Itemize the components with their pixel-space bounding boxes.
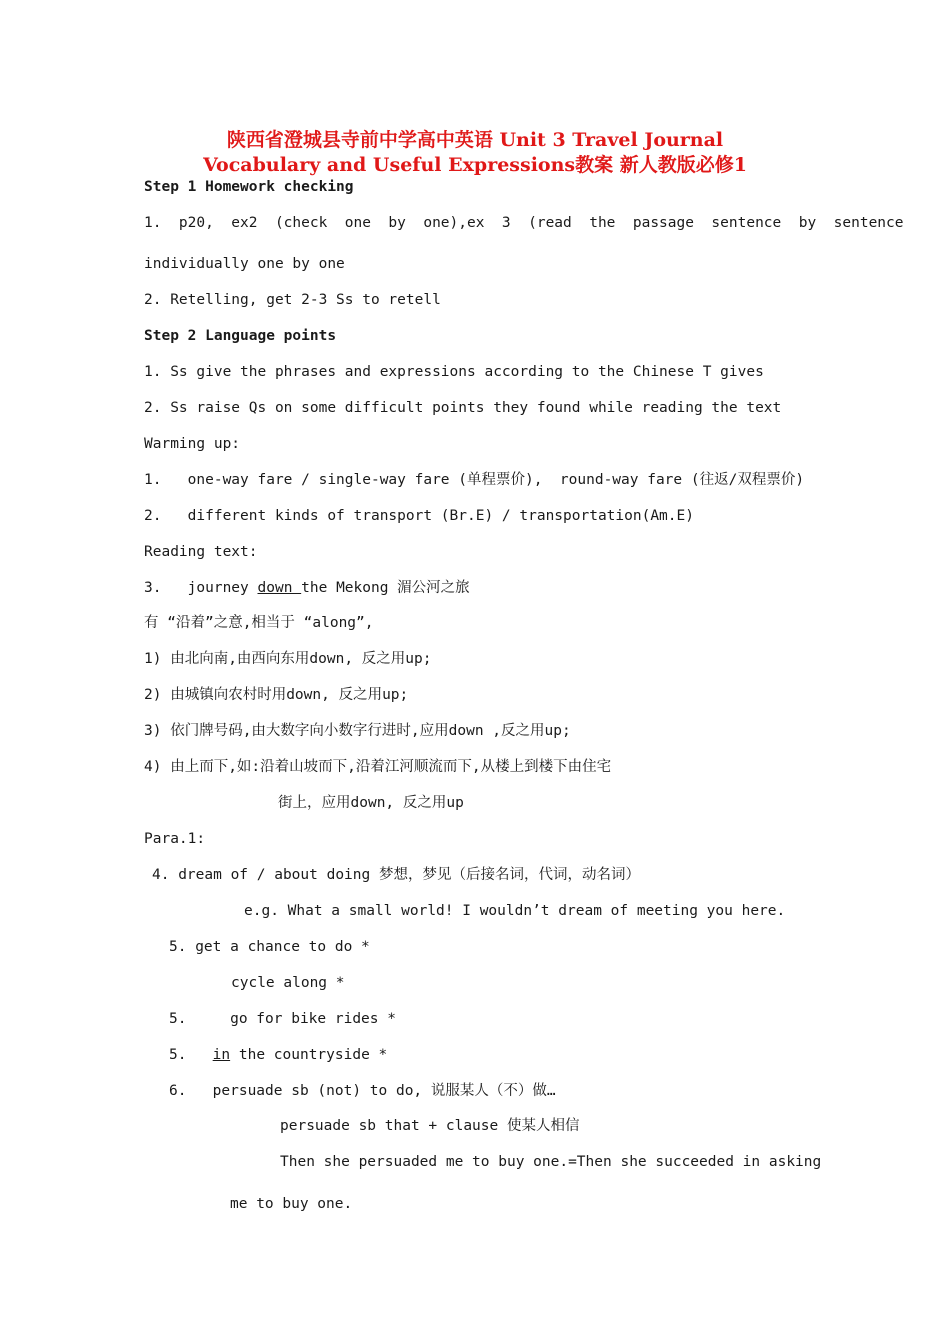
document-title-line-1: 陕西省澄城县寺前中学高中英语 Unit 3 Travel Journal <box>226 129 724 151</box>
step2-item-2: 2. Ss raise Qs on some difficult points they found while reading the text <box>144 400 782 416</box>
reading-item-3-prefix: 3. journey <box>144 580 258 596</box>
para1-item-4-example: e.g. What a small world! I wouldn’t dream of meeting you here. <box>244 903 786 919</box>
reading-item-3-suffix: the Mekong 湄公河之旅 <box>301 580 470 596</box>
down-note-2: 2) 由城镇向农村时用down, 反之用up; <box>144 687 409 703</box>
para1-item-5a: 5. get a chance to do * <box>169 939 370 955</box>
down-note-3: 3) 依门牌号码,由大数字向小数字行进时,应用down ,反之用up; <box>144 723 571 739</box>
reading-item-3-underlined: down <box>257 580 302 596</box>
para1-item-5c: 5. go for bike rides * <box>169 1011 396 1027</box>
para1-item-6d: me to buy one. <box>230 1196 353 1212</box>
para1-item-6c: Then she persuaded me to buy one.=Then she succeeded in asking <box>280 1154 822 1170</box>
step2-item-1: 1. Ss give the phrases and expressions according to the Chinese T gives <box>144 364 764 380</box>
para1-item-5d-underlined: in <box>212 1047 231 1063</box>
para1-item-5d-number: 5. <box>169 1047 213 1063</box>
para1-item-5b: cycle along * <box>231 975 345 991</box>
para1-item-4: 4. dream of / about doing 梦想，梦见（后接名词，代词，动名词） <box>152 867 640 883</box>
para1-label: Para.1: <box>144 831 206 847</box>
down-note-4a: 4) 由上而下,如:沿着山坡而下,沿着江河顺流而下,从楼上到楼下由住宅 <box>144 759 612 775</box>
down-meaning-note: 有 “沿着”之意,相当于 “along”, <box>144 615 374 631</box>
reading-text-label: Reading text: <box>144 544 258 560</box>
step1-item-1b: individually one by one <box>144 256 345 272</box>
warming-item-2: 2. different kinds of transport (Br.E) / transportation(Am.E) <box>144 508 694 524</box>
document-title-line-2: Vocabulary and Useful Expressions教案 新人教版必修1 <box>203 154 747 176</box>
down-note-1: 1) 由北向南,由西向东用down, 反之用up; <box>144 651 432 667</box>
warming-up-label: Warming up: <box>144 436 241 452</box>
step2-heading: Step 2 Language points <box>144 328 337 344</box>
step1-item-1a: 1. p20, ex2 (check one by one),ex 3 (read the passage sentence by sentence <box>144 215 904 231</box>
warming-item-1: 1. one-way fare / single-way fare (单程票价), round-way fare (往返/双程票价) <box>144 472 805 488</box>
step1-heading: Step 1 Homework checking <box>144 179 354 195</box>
para1-item-6b: persuade sb that + clause 使某人相信 <box>280 1118 580 1134</box>
para1-item-5d <box>169 1046 387 1064</box>
reading-item-3 <box>144 579 470 597</box>
para1-item-6: 6. persuade sb (not) to do, 说服某人（不）做… <box>169 1083 556 1099</box>
down-note-4b: 街上，应用down, 反之用up <box>278 795 464 811</box>
step1-item-2: 2. Retelling, get 2-3 Ss to retell <box>144 292 441 308</box>
para1-item-5d-suffix: the countryside * <box>230 1047 388 1063</box>
